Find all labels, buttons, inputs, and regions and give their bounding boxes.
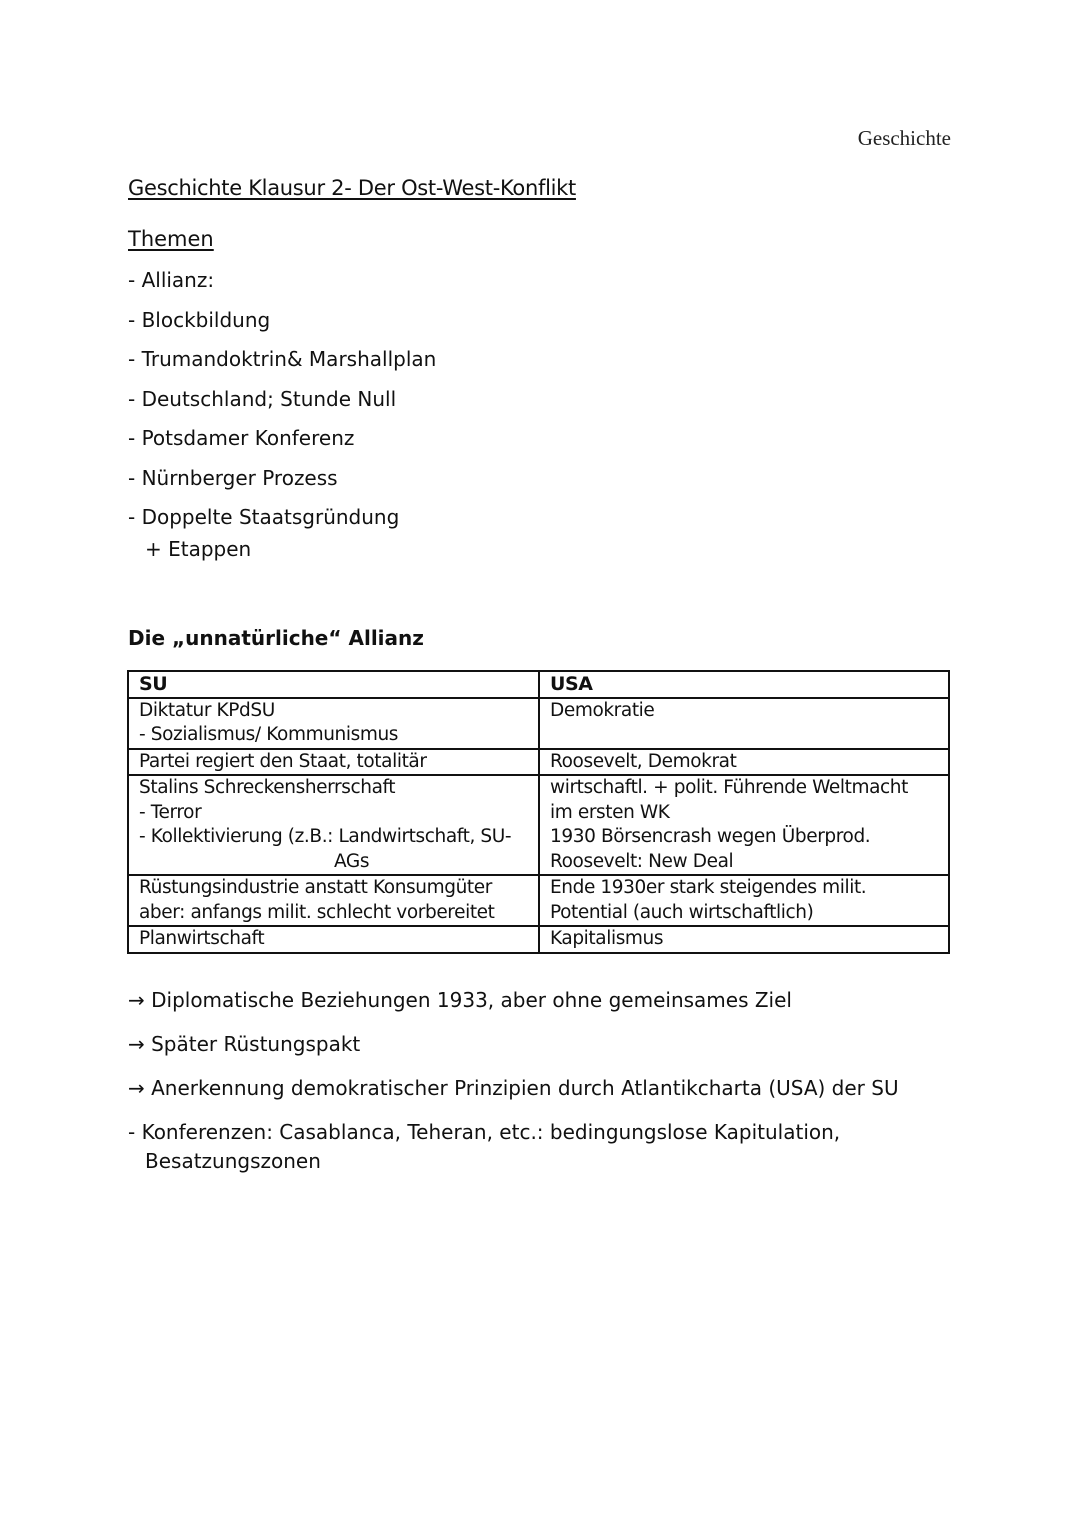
note-item: → Später Rüstungspakt bbox=[128, 1032, 361, 1056]
table-header-row bbox=[128, 671, 949, 698]
topic-item: - Trumandoktrin& Marshallplan bbox=[128, 347, 437, 371]
cell-su bbox=[128, 775, 539, 875]
cell-line: - Terror bbox=[139, 801, 202, 823]
cell-line: Stalins Schreckensherrschaft bbox=[139, 777, 396, 798]
cell-line: Kapitalismus bbox=[550, 928, 664, 949]
document-title: Geschichte Klausur 2- Der Ost-West-Konflikt bbox=[128, 176, 576, 200]
topic-item: - Doppelte Staatsgründung bbox=[128, 505, 400, 529]
cell-usa bbox=[539, 875, 949, 926]
cell-su bbox=[128, 698, 539, 749]
topics-list bbox=[128, 266, 436, 567]
cell-usa bbox=[539, 698, 949, 749]
comparison-table bbox=[127, 670, 950, 954]
topic-item: - Potsdamer Konferenz bbox=[128, 426, 355, 450]
column-header-su: SU bbox=[128, 671, 539, 698]
topic-item: - Allianz: bbox=[128, 268, 215, 292]
cell-line: Roosevelt: New Deal bbox=[550, 850, 734, 872]
note-line: - Konferenzen: Casablanca, Teheran, etc.: bedingungslose Kapitulation, bbox=[128, 1120, 841, 1144]
cell-line: aber: anfangs milit. schlecht vorbereitet bbox=[139, 901, 495, 923]
topic-item: - Blockbildung bbox=[128, 307, 271, 332]
cell-usa bbox=[539, 775, 949, 875]
cell-line: Diktatur KPdSU bbox=[139, 699, 275, 721]
topic-subitem: + Etappen bbox=[145, 537, 252, 561]
cell-line: - Kollektivierung (z.B.: Landwirtschaft, SU- bbox=[139, 826, 512, 847]
cell-line: Planwirtschaft bbox=[139, 928, 265, 949]
cell-su bbox=[128, 749, 539, 776]
table-row bbox=[128, 749, 949, 776]
cell-line: im ersten WK bbox=[550, 801, 670, 823]
alliance-heading: Die „unnatürliche“ Allianz bbox=[128, 626, 424, 650]
notes-list bbox=[128, 986, 899, 1176]
cell-usa bbox=[539, 926, 949, 953]
cell-line: - Sozialismus/ Kommunismus bbox=[139, 724, 399, 745]
cell-line: AGs bbox=[334, 850, 370, 872]
note-continuation: Besatzungszonen bbox=[145, 1149, 321, 1173]
cell-line: wirtschaftl. + polit. Führende Weltmacht bbox=[550, 777, 908, 798]
cell-usa bbox=[539, 749, 949, 776]
note-item: → Anerkennung demokratischer Prinzipien durch Atlantikcharta (USA) der SU bbox=[128, 1076, 899, 1100]
cell-line: Ende 1930er stark steigendes milit. bbox=[550, 877, 867, 898]
cell-line: Rüstungsindustrie anstatt Konsumgüter bbox=[139, 877, 492, 898]
note-item: → Diplomatische Beziehungen 1933, aber ohne gemeinsames Ziel bbox=[128, 988, 792, 1012]
topics-heading: Themen bbox=[128, 227, 214, 251]
cell-line: Potential (auch wirtschaftlich) bbox=[550, 901, 814, 923]
table-row bbox=[128, 775, 949, 875]
cell-line: 1930 Börsencrash wegen Überprod. bbox=[550, 826, 871, 847]
topic-item: - Nürnberger Prozess bbox=[128, 465, 338, 490]
table-row bbox=[128, 698, 949, 749]
note-item bbox=[128, 1118, 899, 1176]
cell-su bbox=[128, 926, 539, 953]
cell-line: Demokratie bbox=[550, 699, 655, 721]
table-row bbox=[128, 875, 949, 926]
cell-su bbox=[128, 875, 539, 926]
column-header-usa: USA bbox=[539, 671, 949, 698]
table-row bbox=[128, 926, 949, 953]
cell-line: Partei regiert den Staat, totalitär bbox=[139, 750, 427, 772]
cell-line: Roosevelt, Demokrat bbox=[550, 750, 737, 772]
topic-item: - Deutschland; Stunde Null bbox=[128, 386, 397, 411]
page-header-subject: Geschichte bbox=[857, 126, 951, 150]
